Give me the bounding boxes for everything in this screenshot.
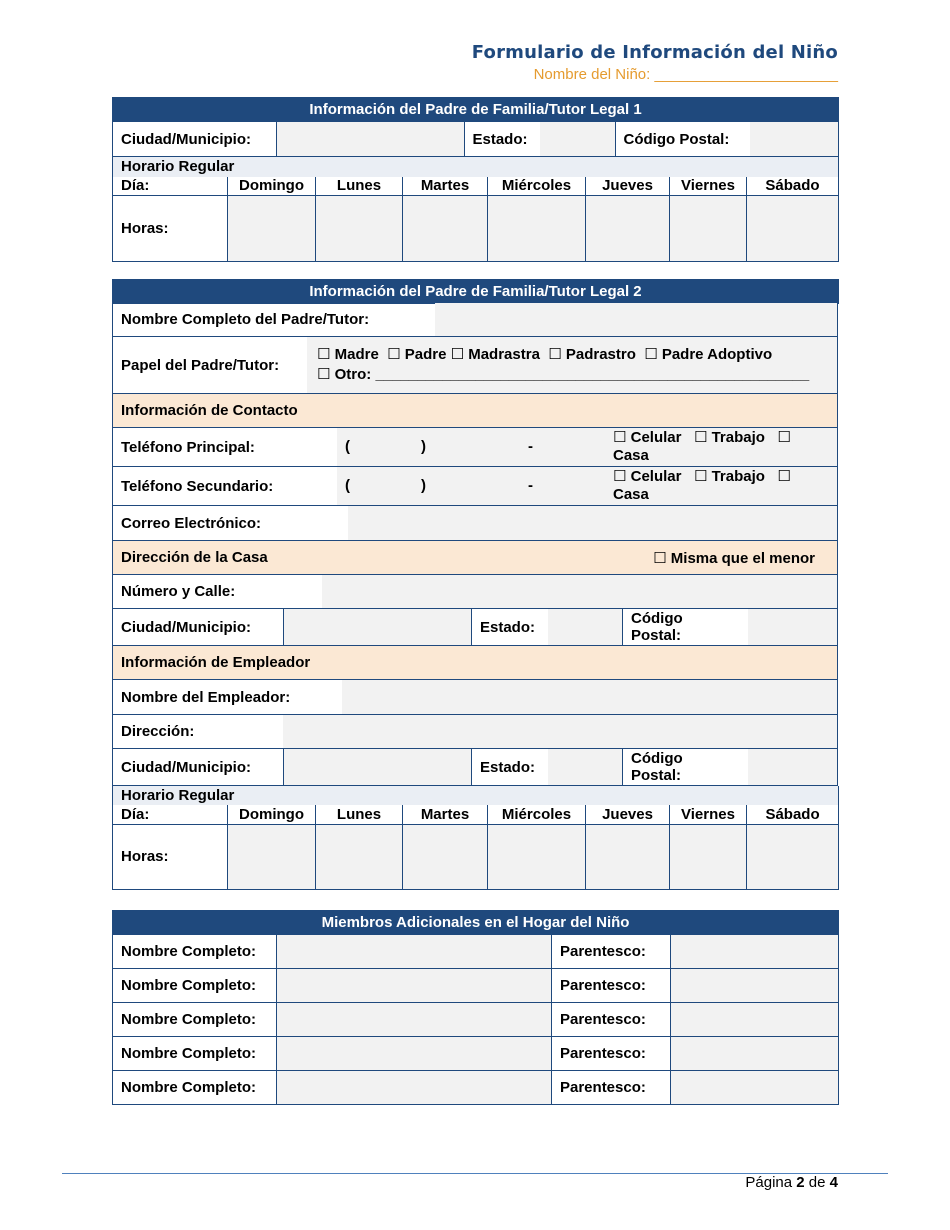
- tutor1-hours-input[interactable]: [488, 196, 586, 262]
- tutor2-schedule-heading: Horario Regular: [113, 786, 839, 805]
- household-header: Miembros Adicionales en el Hogar del Niño: [113, 911, 839, 935]
- tutor1-day-header: Miércoles: [488, 177, 586, 196]
- tutor2-employer-city-input[interactable]: [284, 749, 472, 785]
- tutor1-city-label: Ciudad/Municipio:: [113, 122, 276, 156]
- tutor1-hours-input[interactable]: [747, 196, 839, 262]
- tutor2-employer-zip-input[interactable]: [748, 749, 837, 785]
- tutor2-full-name-label: Nombre Completo del Padre/Tutor:: [121, 311, 370, 328]
- household-name-input[interactable]: [277, 935, 552, 969]
- tutor2-zip-label-cont: Postal:: [631, 627, 682, 644]
- household-name-label: Nombre Completo:: [113, 1037, 277, 1071]
- tutor2-address-label: Dirección:: [121, 723, 195, 740]
- tutor1-day-label: Día:: [113, 177, 228, 196]
- tutor2-role-options-line1[interactable]: ☐ Madre ☐ Padre ☐ Madrastra ☐ Padrastro ☐ Padre Adoptivo: [317, 346, 773, 363]
- tutor2-day-header: Miércoles: [488, 805, 586, 824]
- tutor2-secondary-phone-label: Teléfono Secundario:: [121, 477, 274, 495]
- tutor1-zip-input[interactable]: [750, 122, 839, 156]
- tutor2-zip-label: Código: [631, 610, 683, 627]
- tutor2-employer-name-label: Nombre del Empleador:: [121, 688, 291, 706]
- household-name-input[interactable]: [277, 1003, 552, 1037]
- tutor1-day-header: Jueves: [586, 177, 670, 196]
- tutor2-day-header: Lunes: [316, 805, 403, 824]
- tutor2-primary-phone-input[interactable]: [337, 428, 837, 466]
- tutor2-hours-input[interactable]: [586, 824, 670, 889]
- tutor2-role-options[interactable]: [307, 337, 837, 393]
- tutor2-primary-phone-type-home[interactable]: Casa: [613, 447, 649, 464]
- tutor2-employer-zip-label: Código: [631, 750, 683, 767]
- tutor2-secondary-phone-types[interactable]: ☐ Celular ☐ Trabajo ☐: [613, 468, 791, 485]
- tutor2-zip-input[interactable]: [748, 609, 837, 645]
- household-relation-input[interactable]: [671, 1003, 839, 1037]
- tutor1-hours-input[interactable]: [228, 196, 316, 262]
- tutor2-street-input[interactable]: [322, 575, 837, 608]
- tutor2-address-input[interactable]: [283, 715, 837, 748]
- tutor2-email-input[interactable]: [348, 506, 837, 540]
- tutor2-hours-input[interactable]: [747, 824, 839, 889]
- household-name-label: Nombre Completo:: [113, 1003, 277, 1037]
- tutor1-day-header: Domingo: [228, 177, 316, 196]
- tutor2-employer-zip-label-cont: Postal:: [631, 767, 682, 784]
- tutor1-hours-input[interactable]: [670, 196, 747, 262]
- tutor1-zip-label: Código Postal:: [623, 130, 730, 148]
- tutor2-hours-input[interactable]: [403, 824, 488, 889]
- page-total: 4: [829, 1174, 838, 1191]
- tutor1-header: Información del Padre de Familia/Tutor Legal 1: [113, 98, 839, 122]
- tutor2-employer-city-label: Ciudad/Municipio:: [113, 749, 284, 785]
- tutor2-day-header: Jueves: [586, 805, 670, 824]
- phone-open-paren: (: [345, 477, 350, 494]
- household-name-input[interactable]: [277, 969, 552, 1003]
- household-relation-label: Parentesco:: [552, 935, 671, 969]
- page-prefix: Página: [745, 1174, 793, 1191]
- tutor1-hours-label: Horas:: [113, 196, 228, 262]
- tutor2-primary-phone-types[interactable]: ☐ Celular ☐ Trabajo ☐: [613, 429, 791, 446]
- household-name-input[interactable]: [277, 1071, 552, 1105]
- phone-dash: -: [528, 477, 533, 494]
- phone-close-paren: ): [421, 477, 426, 494]
- tutor1-city-input[interactable]: [276, 122, 464, 156]
- tutor2-employer-state-input[interactable]: [548, 749, 623, 785]
- tutor1-hours-input[interactable]: [586, 196, 670, 262]
- tutor1-day-header: Viernes: [670, 177, 747, 196]
- child-name-line: Nombre del Niño: ______________________: [533, 66, 838, 83]
- tutor1-day-header: Lunes: [316, 177, 403, 196]
- page-number: [745, 1174, 838, 1191]
- tutor2-primary-phone-label: Teléfono Principal:: [121, 438, 255, 456]
- tutor2-employer-name-input[interactable]: [342, 680, 837, 714]
- page-current: 2: [796, 1174, 805, 1191]
- household-name-label: Nombre Completo:: [113, 935, 277, 969]
- tutor2-street-label: Número y Calle:: [121, 583, 236, 600]
- tutor2-full-name-input[interactable]: [435, 303, 837, 336]
- tutor2-day-header: Viernes: [670, 805, 747, 824]
- tutor1-state-input[interactable]: [540, 122, 615, 156]
- household-relation-label: Parentesco:: [552, 969, 671, 1003]
- tutor1-day-header: Sábado: [747, 177, 839, 196]
- tutor2-hours-input[interactable]: [670, 824, 747, 889]
- tutor2-hours-input[interactable]: [316, 824, 403, 889]
- tutor1-day-header: Martes: [403, 177, 488, 196]
- tutor2-day-header: Domingo: [228, 805, 316, 824]
- tutor2-hours-input[interactable]: [488, 824, 586, 889]
- household-relation-label: Parentesco:: [552, 1037, 671, 1071]
- tutor1-table: [112, 97, 839, 262]
- phone-close-paren: ): [421, 438, 426, 455]
- household-relation-label: Parentesco:: [552, 1071, 671, 1105]
- tutor2-secondary-phone-type-home[interactable]: Casa: [613, 486, 649, 503]
- tutor1-schedule-heading: Horario Regular: [113, 157, 839, 177]
- tutor2-state-label: Estado:: [480, 618, 536, 636]
- tutor2-day-header: Martes: [403, 805, 488, 824]
- household-name-label: Nombre Completo:: [113, 1071, 277, 1105]
- tutor2-table: [112, 279, 839, 304]
- same-as-child-checkbox[interactable]: ☐ Misma que el menor: [653, 549, 815, 567]
- tutor2-body: [112, 303, 838, 786]
- household-relation-input[interactable]: [671, 969, 839, 1003]
- tutor2-role-options-line2[interactable]: ☐ Otro: ____________________________________________________: [317, 366, 810, 383]
- tutor2-employer-state-label: Estado:: [480, 758, 536, 776]
- page-sep: de: [808, 1174, 826, 1191]
- household-relation-input[interactable]: [671, 1037, 839, 1071]
- household-name-label: Nombre Completo:: [113, 969, 277, 1003]
- tutor1-hours-input[interactable]: [316, 196, 403, 262]
- phone-open-paren: (: [345, 438, 350, 455]
- tutor2-role-label: Papel del Padre/Tutor:: [121, 356, 280, 374]
- household-table: [112, 910, 839, 1105]
- tutor2-employer-section: Información de Empleador: [112, 646, 838, 680]
- tutor2-city-label: Ciudad/Municipio:: [113, 609, 284, 645]
- phone-dash: -: [528, 438, 533, 455]
- tutor2-state-input[interactable]: [548, 609, 623, 645]
- tutor2-day-label: Día:: [113, 805, 228, 824]
- tutor2-schedule-table: [112, 786, 839, 890]
- tutor2-contact-section: Información de Contacto: [112, 394, 838, 428]
- tutor1-hours-input[interactable]: [403, 196, 488, 262]
- household-relation-input[interactable]: [671, 935, 839, 969]
- tutor2-email-label: Correo Electrónico:: [121, 514, 262, 532]
- household-relation-input[interactable]: [671, 1071, 839, 1105]
- household-relation-label: Parentesco:: [552, 1003, 671, 1037]
- tutor2-header: Información del Padre de Familia/Tutor Legal 2: [113, 280, 839, 304]
- tutor2-day-header: Sábado: [747, 805, 839, 824]
- tutor2-hours-label: Horas:: [113, 824, 228, 889]
- form-title: Formulario de Información del Niño: [471, 42, 838, 63]
- tutor2-city-input[interactable]: [284, 609, 472, 645]
- tutor2-hours-input[interactable]: [228, 824, 316, 889]
- tutor2-home-section: Dirección de la Casa: [121, 549, 268, 566]
- household-name-input[interactable]: [277, 1037, 552, 1071]
- tutor1-state-label: Estado:: [472, 130, 528, 148]
- tutor2-secondary-phone-input[interactable]: [337, 467, 837, 505]
